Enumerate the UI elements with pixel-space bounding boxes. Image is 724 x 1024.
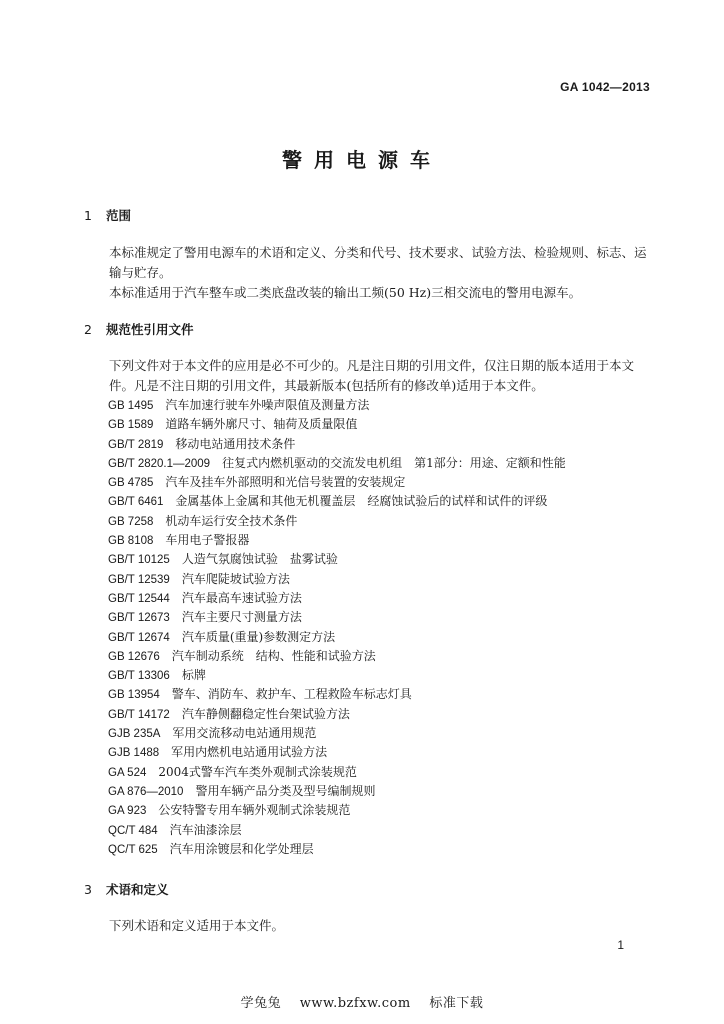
reference-code: GB/T 12673 xyxy=(108,612,170,625)
watermark-footer xyxy=(0,992,724,1011)
reference-code: GA 923 xyxy=(108,805,147,818)
reference-title: 警用车辆产品分类及型号编制规则 xyxy=(195,783,376,798)
reference-title: 汽车加速行驶车外噪声限值及测量方法 xyxy=(165,398,370,412)
section-3-number: 3 xyxy=(84,882,92,897)
reference-title: 汽车爬陡坡试验方法 xyxy=(181,571,290,586)
reference-item xyxy=(108,647,566,666)
reference-code: GB/T 13306 xyxy=(108,670,170,683)
reference-title: 公安特警专用车辆外观制式涂装规范 xyxy=(158,803,351,818)
reference-title: 汽车制动系统 结构、性能和试验方法 xyxy=(171,648,376,663)
reference-title: 汽车主要尺寸测量方法 xyxy=(181,610,302,625)
page-number: 1 xyxy=(617,938,624,952)
reference-title: 车用电子警报器 xyxy=(165,533,250,548)
reference-title: 移动电站通用技术条件 xyxy=(175,436,296,451)
section-2-body xyxy=(84,356,656,396)
reference-item xyxy=(108,685,566,704)
section-2-number: 2 xyxy=(84,322,92,337)
footer-site-name: 学兔兔 xyxy=(240,996,282,1011)
reference-title: 人造气氛腐蚀试验 盐雾试验 xyxy=(181,552,338,567)
reference-code: GB 8108 xyxy=(108,535,154,548)
reference-title: 汽车静侧翻稳定性台架试验方法 xyxy=(181,706,350,721)
reference-item xyxy=(108,531,566,550)
section-3-paragraph-1: 下列术语和定义适用于本文件。 xyxy=(109,918,285,933)
reference-list xyxy=(108,396,566,859)
section-1-heading xyxy=(84,206,131,224)
reference-code: GJB 1488 xyxy=(108,747,160,760)
reference-item xyxy=(108,473,566,492)
reference-item xyxy=(108,396,566,415)
reference-item xyxy=(108,415,566,434)
reference-code: GB/T 14172 xyxy=(108,708,170,721)
reference-item xyxy=(108,550,566,569)
section-3-title: 术语和定义 xyxy=(106,882,169,897)
reference-title: 金属基体上金属和其他无机覆盖层 经腐蚀试验后的试样和试件的评级 xyxy=(175,494,548,509)
reference-item xyxy=(108,666,566,685)
reference-item xyxy=(108,801,566,820)
section-1-paragraph-1: 本标准规定了警用电源车的术语和定义、分类和代号、技术要求、试验方法、检验规则、标志、运输与贮存。 xyxy=(109,245,647,280)
reference-title: 2004式警车汽车类外观制式涂装规范 xyxy=(158,764,357,779)
reference-title: 汽车用涂镀层和化学处理层 xyxy=(169,841,314,856)
reference-item xyxy=(108,628,566,647)
section-2-paragraph-1: 下列文件对于本文件的应用是必不可少的。凡是注日期的引用文件，仅注日期的版本适用于本文件。凡是不注日期的引用文件，其最新版本(包括所有的修改单)适用于本文件。 xyxy=(109,358,635,393)
reference-item xyxy=(108,512,566,531)
reference-code: GB/T 12539 xyxy=(108,573,170,586)
section-1-number: 1 xyxy=(84,208,92,223)
reference-code: GB/T 2819 xyxy=(108,438,164,451)
reference-code: GB 1589 xyxy=(108,419,154,432)
reference-item xyxy=(108,840,566,859)
reference-code: GB 1495 xyxy=(108,400,154,412)
section-1-title: 范围 xyxy=(106,208,132,223)
section-2-title: 规范性引用文件 xyxy=(106,322,194,337)
reference-title: 汽车油漆涂层 xyxy=(169,822,242,837)
reference-code: GB/T 12674 xyxy=(108,631,170,644)
reference-item xyxy=(108,782,566,801)
section-2-heading xyxy=(84,320,194,338)
reference-title: 往复式内燃机驱动的交流发电机组 第1部分：用途、定额和性能 xyxy=(222,455,566,470)
page-title: 警用电源车 xyxy=(282,148,442,172)
reference-item xyxy=(108,763,566,782)
reference-title: 汽车质量(重量)参数测定方法 xyxy=(181,629,336,644)
reference-title: 标牌 xyxy=(181,668,206,683)
reference-code: GA 876—2010 xyxy=(108,785,184,798)
section-3-body xyxy=(84,916,656,936)
reference-code: GJB 235A xyxy=(108,728,161,741)
reference-code: GB 13954 xyxy=(108,689,160,702)
reference-item xyxy=(108,570,566,589)
standard-number: GA 1042—2013 xyxy=(560,80,650,94)
section-3-heading xyxy=(84,880,169,898)
reference-code: QC/T 484 xyxy=(108,824,158,837)
reference-title: 警车、消防车、救护车、工程救险车标志灯具 xyxy=(171,687,412,702)
reference-item xyxy=(108,589,566,608)
reference-code: QC/T 625 xyxy=(108,843,158,856)
reference-title: 机动车运行安全技术条件 xyxy=(165,513,298,528)
reference-title: 汽车及挂车外部照明和光信号装置的安装规定 xyxy=(165,475,406,490)
reference-title: 道路车辆外廓尺寸、轴荷及质量限值 xyxy=(165,417,358,432)
section-1-body xyxy=(84,243,656,303)
reference-code: GB 4785 xyxy=(108,477,154,490)
reference-code: GB/T 10125 xyxy=(108,554,170,567)
reference-code: GA 524 xyxy=(108,766,147,779)
footer-url[interactable]: www.bzfxw.com xyxy=(299,996,411,1011)
reference-code: GB 12676 xyxy=(108,650,160,663)
reference-item xyxy=(108,821,566,840)
reference-item xyxy=(108,724,566,743)
reference-item xyxy=(108,435,566,454)
reference-title: 军用内燃机电站通用试验方法 xyxy=(171,745,328,760)
reference-item xyxy=(108,608,566,627)
reference-title: 汽车最高车速试验方法 xyxy=(181,590,302,605)
reference-code: GB/T 2820.1—2009 xyxy=(108,457,211,470)
footer-tagline: 标准下载 xyxy=(429,996,484,1011)
reference-code: GB 7258 xyxy=(108,515,154,528)
reference-title: 军用交流移动电站通用规范 xyxy=(172,726,317,741)
reference-item xyxy=(108,705,566,724)
reference-item xyxy=(108,743,566,762)
section-1-paragraph-2: 本标准适用于汽车整车或二类底盘改装的输出工频(50 Hz)三相交流电的警用电源车。 xyxy=(109,285,582,300)
reference-item xyxy=(108,492,566,511)
reference-code: GB/T 6461 xyxy=(108,496,164,509)
reference-code: GB/T 12544 xyxy=(108,592,170,605)
reference-item xyxy=(108,454,566,473)
